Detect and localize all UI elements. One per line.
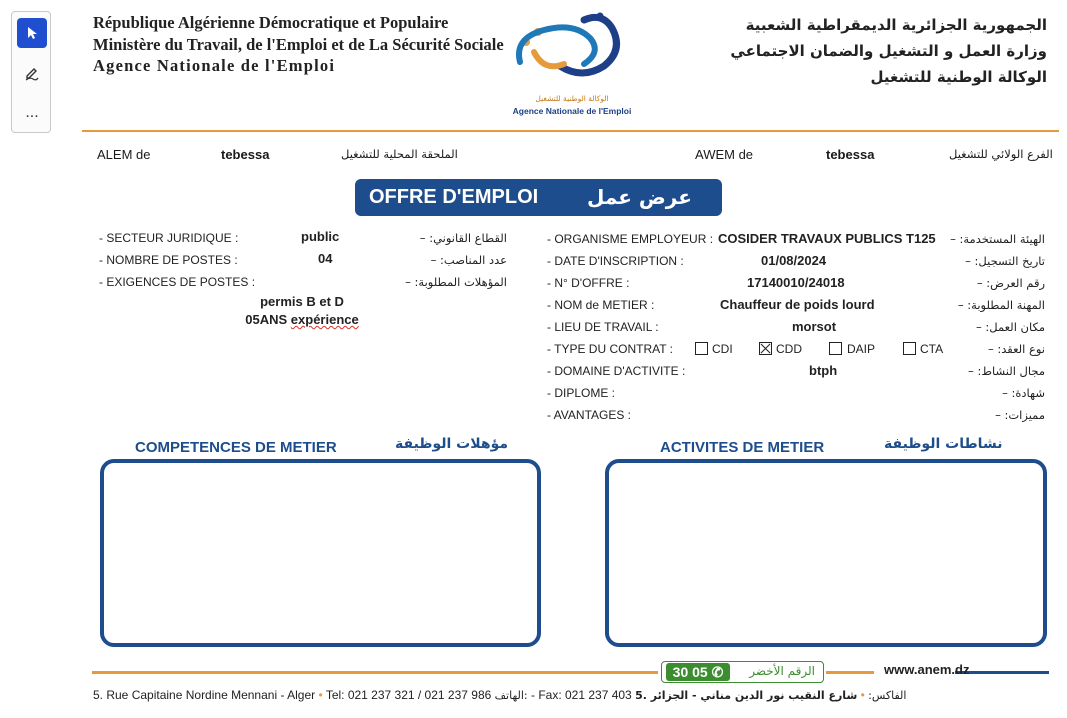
metier-value: Chauffeur de poids lourd: [720, 297, 875, 312]
postes-arabic-label: عدد المناصب: –: [430, 253, 507, 267]
alem-label: ALEM de: [97, 147, 151, 162]
secteur-value: public: [301, 229, 340, 244]
exigences-years: 05ANS: [245, 312, 288, 327]
more-tools-button[interactable]: [17, 98, 47, 128]
contrat-cta-checkbox[interactable]: [903, 342, 916, 355]
organisme-label: - ORGANISME EMPLOYEUR :: [547, 232, 714, 246]
lieu-label: - LIEU DE TRAVAIL :: [547, 320, 659, 334]
avantages-label: - AVANTAGES :: [547, 408, 632, 422]
green-hotline: [661, 661, 824, 683]
offer-title-fr: OFFRE D'EMPLOI: [369, 186, 539, 208]
inscription-date-label: - DATE D'INSCRIPTION :: [547, 254, 684, 268]
domaine-label: - DOMAINE D'ACTIVITE :: [547, 364, 686, 378]
postes-value: 04: [318, 251, 333, 266]
domaine-value: btph: [809, 363, 838, 378]
select-icon: [24, 25, 40, 41]
annotation-toolbar: [11, 11, 51, 133]
offer-number-arabic-label: رقم العرض: –: [976, 276, 1045, 290]
header-ar-republic: الجمهورية الجزائرية الديمقراطية الشعبية: [745, 16, 1047, 34]
inscription-date-value: 01/08/2024: [761, 253, 827, 268]
header-divider: [82, 130, 1059, 132]
footer-address: 5. Rue Capitaine Nordine Mennani - Alger • Tel: 021 237 321 / 021 237 986 الهاتف: - Fax: 021 237 403 الفاكس: • شارع النقيب نور الدين مناني - الجزائر .5: [93, 688, 907, 702]
competences-title-ar: مؤهلات الوظيفة: [395, 436, 509, 452]
secteur-arabic-label: القطاع القانوني: –: [419, 231, 507, 245]
alem-arabic-label: الملحقة المحلية للتشغيل: [341, 147, 458, 161]
organisme-value: COSIDER TRAVAUX PUBLICS T125: [718, 231, 936, 246]
hotline-number: [666, 663, 730, 681]
postes-label: - NOMBRE DE POSTES :: [99, 253, 238, 267]
header-fr-ministry: Ministère du Travail, de l'Emploi et de La Sécurité Sociale: [93, 34, 504, 54]
offer-title-bar: [355, 179, 722, 216]
domaine-arabic-label: مجال النشاط: –: [968, 364, 1045, 378]
footer-orange-rule-2: [826, 671, 874, 674]
website-link[interactable]: www.anem.dz: [884, 662, 970, 677]
exigences-value: [232, 293, 372, 329]
address-fax: Fax: 021 237 403: [538, 688, 632, 702]
annotate-icon: [24, 65, 40, 81]
anem-logo: [504, 8, 640, 124]
annotate-tool-button[interactable]: [17, 58, 47, 88]
header-french: [93, 12, 504, 77]
awem-label: AWEM de: [695, 147, 754, 162]
exigences-experience: expérience: [290, 312, 359, 327]
address-tel: Tel: 021 237 321 / 021 237 986: [325, 688, 492, 702]
separator-dot-icon: •: [318, 688, 323, 702]
offer-number-label: - N° D'OFFRE :: [547, 276, 630, 290]
offer-number-value: 17140010/24018: [747, 275, 845, 290]
contrat-label: - TYPE DU CONTRAT :: [547, 342, 674, 356]
contrat-cdd-label: CDD: [776, 342, 802, 356]
contrat-cta-label: CTA: [920, 342, 944, 356]
exigences-label: - EXIGENCES DE POSTES :: [99, 275, 256, 289]
header-ar-agency: الوكالة الوطنية للتشغيل: [870, 68, 1047, 86]
contrat-cdi-checkbox[interactable]: [695, 342, 708, 355]
exigences-line-2: [232, 311, 372, 329]
offer-title-ar: عرض عمل: [587, 185, 692, 209]
awem-arabic-label: الفرع الولائي للتشغيل: [949, 147, 1053, 161]
phone-icon: ✆: [711, 664, 724, 680]
contrat-cdd-checkbox[interactable]: [759, 342, 772, 355]
avantages-arabic-label: مميزات: –: [995, 408, 1045, 422]
logo-arabic-name: الوكالة الوطنية للتشغيل: [535, 94, 609, 103]
anem-logo-icon: [504, 8, 640, 94]
hotline-label: الرقم الأخضر: [749, 664, 815, 678]
header-ar-ministry: وزارة العمل و التشغيل والضمان الاجتماعي: [730, 42, 1047, 60]
address-tel-ar: الهاتف:: [494, 689, 528, 702]
address-fr: 5. Rue Capitaine Nordine Mennani - Alger: [93, 688, 316, 702]
header-fr-agency: Agence Nationale de l'Emploi: [93, 56, 336, 75]
contrat-cdi-label: CDI: [712, 342, 733, 356]
diplome-arabic-label: شهادة: –: [1002, 386, 1045, 400]
more-icon: ...: [25, 104, 39, 121]
footer-orange-rule: [92, 671, 658, 674]
address-ar: شارع النقيب نور الدين مناني - الجزائر .5: [635, 689, 858, 702]
contrat-arabic-label: نوع العقد: –: [987, 342, 1045, 356]
contrat-daip-checkbox[interactable]: [829, 342, 842, 355]
exigences-line-1: permis B et D: [260, 294, 344, 309]
select-tool-button[interactable]: [17, 18, 47, 48]
metier-arabic-label: المهنة المطلوبة: –: [957, 298, 1045, 312]
alem-value: tebessa: [221, 147, 270, 162]
logo-french-name: Agence Nationale de l'Emploi: [512, 106, 632, 116]
diplome-label: - DIPLOME :: [547, 386, 616, 400]
awem-value: tebessa: [826, 147, 875, 162]
activites-title-ar: نشاطات الوظيفة: [884, 436, 1003, 452]
exigences-arabic-label: المؤهلات المطلوبة: –: [405, 275, 507, 289]
header-arabic: [730, 12, 1047, 90]
separator-dot-icon-2: •: [860, 688, 865, 702]
activites-panel: [605, 459, 1047, 647]
organisme-arabic-label: الهيئة المستخدمة: –: [950, 232, 1045, 246]
contrat-daip-label: DAIP: [847, 342, 876, 356]
address-fax-ar: الفاكس:: [868, 689, 907, 702]
secteur-label: - SECTEUR JURIDIQUE :: [99, 231, 239, 245]
inscription-date-arabic-label: تاريخ التسجيل: –: [965, 254, 1045, 268]
activites-title-fr: ACTIVITES DE METIER: [660, 439, 825, 456]
job-offer-document: [62, 0, 1067, 718]
metier-label: - NOM de METIER :: [547, 298, 655, 312]
lieu-value: morsot: [792, 319, 837, 334]
competences-panel: [100, 459, 541, 647]
header-fr-republic: République Algérienne Démocratique et Populaire: [93, 13, 449, 32]
hotline-number-text: 30 05: [672, 664, 708, 680]
competences-title-fr: COMPETENCES DE METIER: [135, 439, 337, 456]
lieu-arabic-label: مكان العمل: –: [976, 320, 1045, 334]
